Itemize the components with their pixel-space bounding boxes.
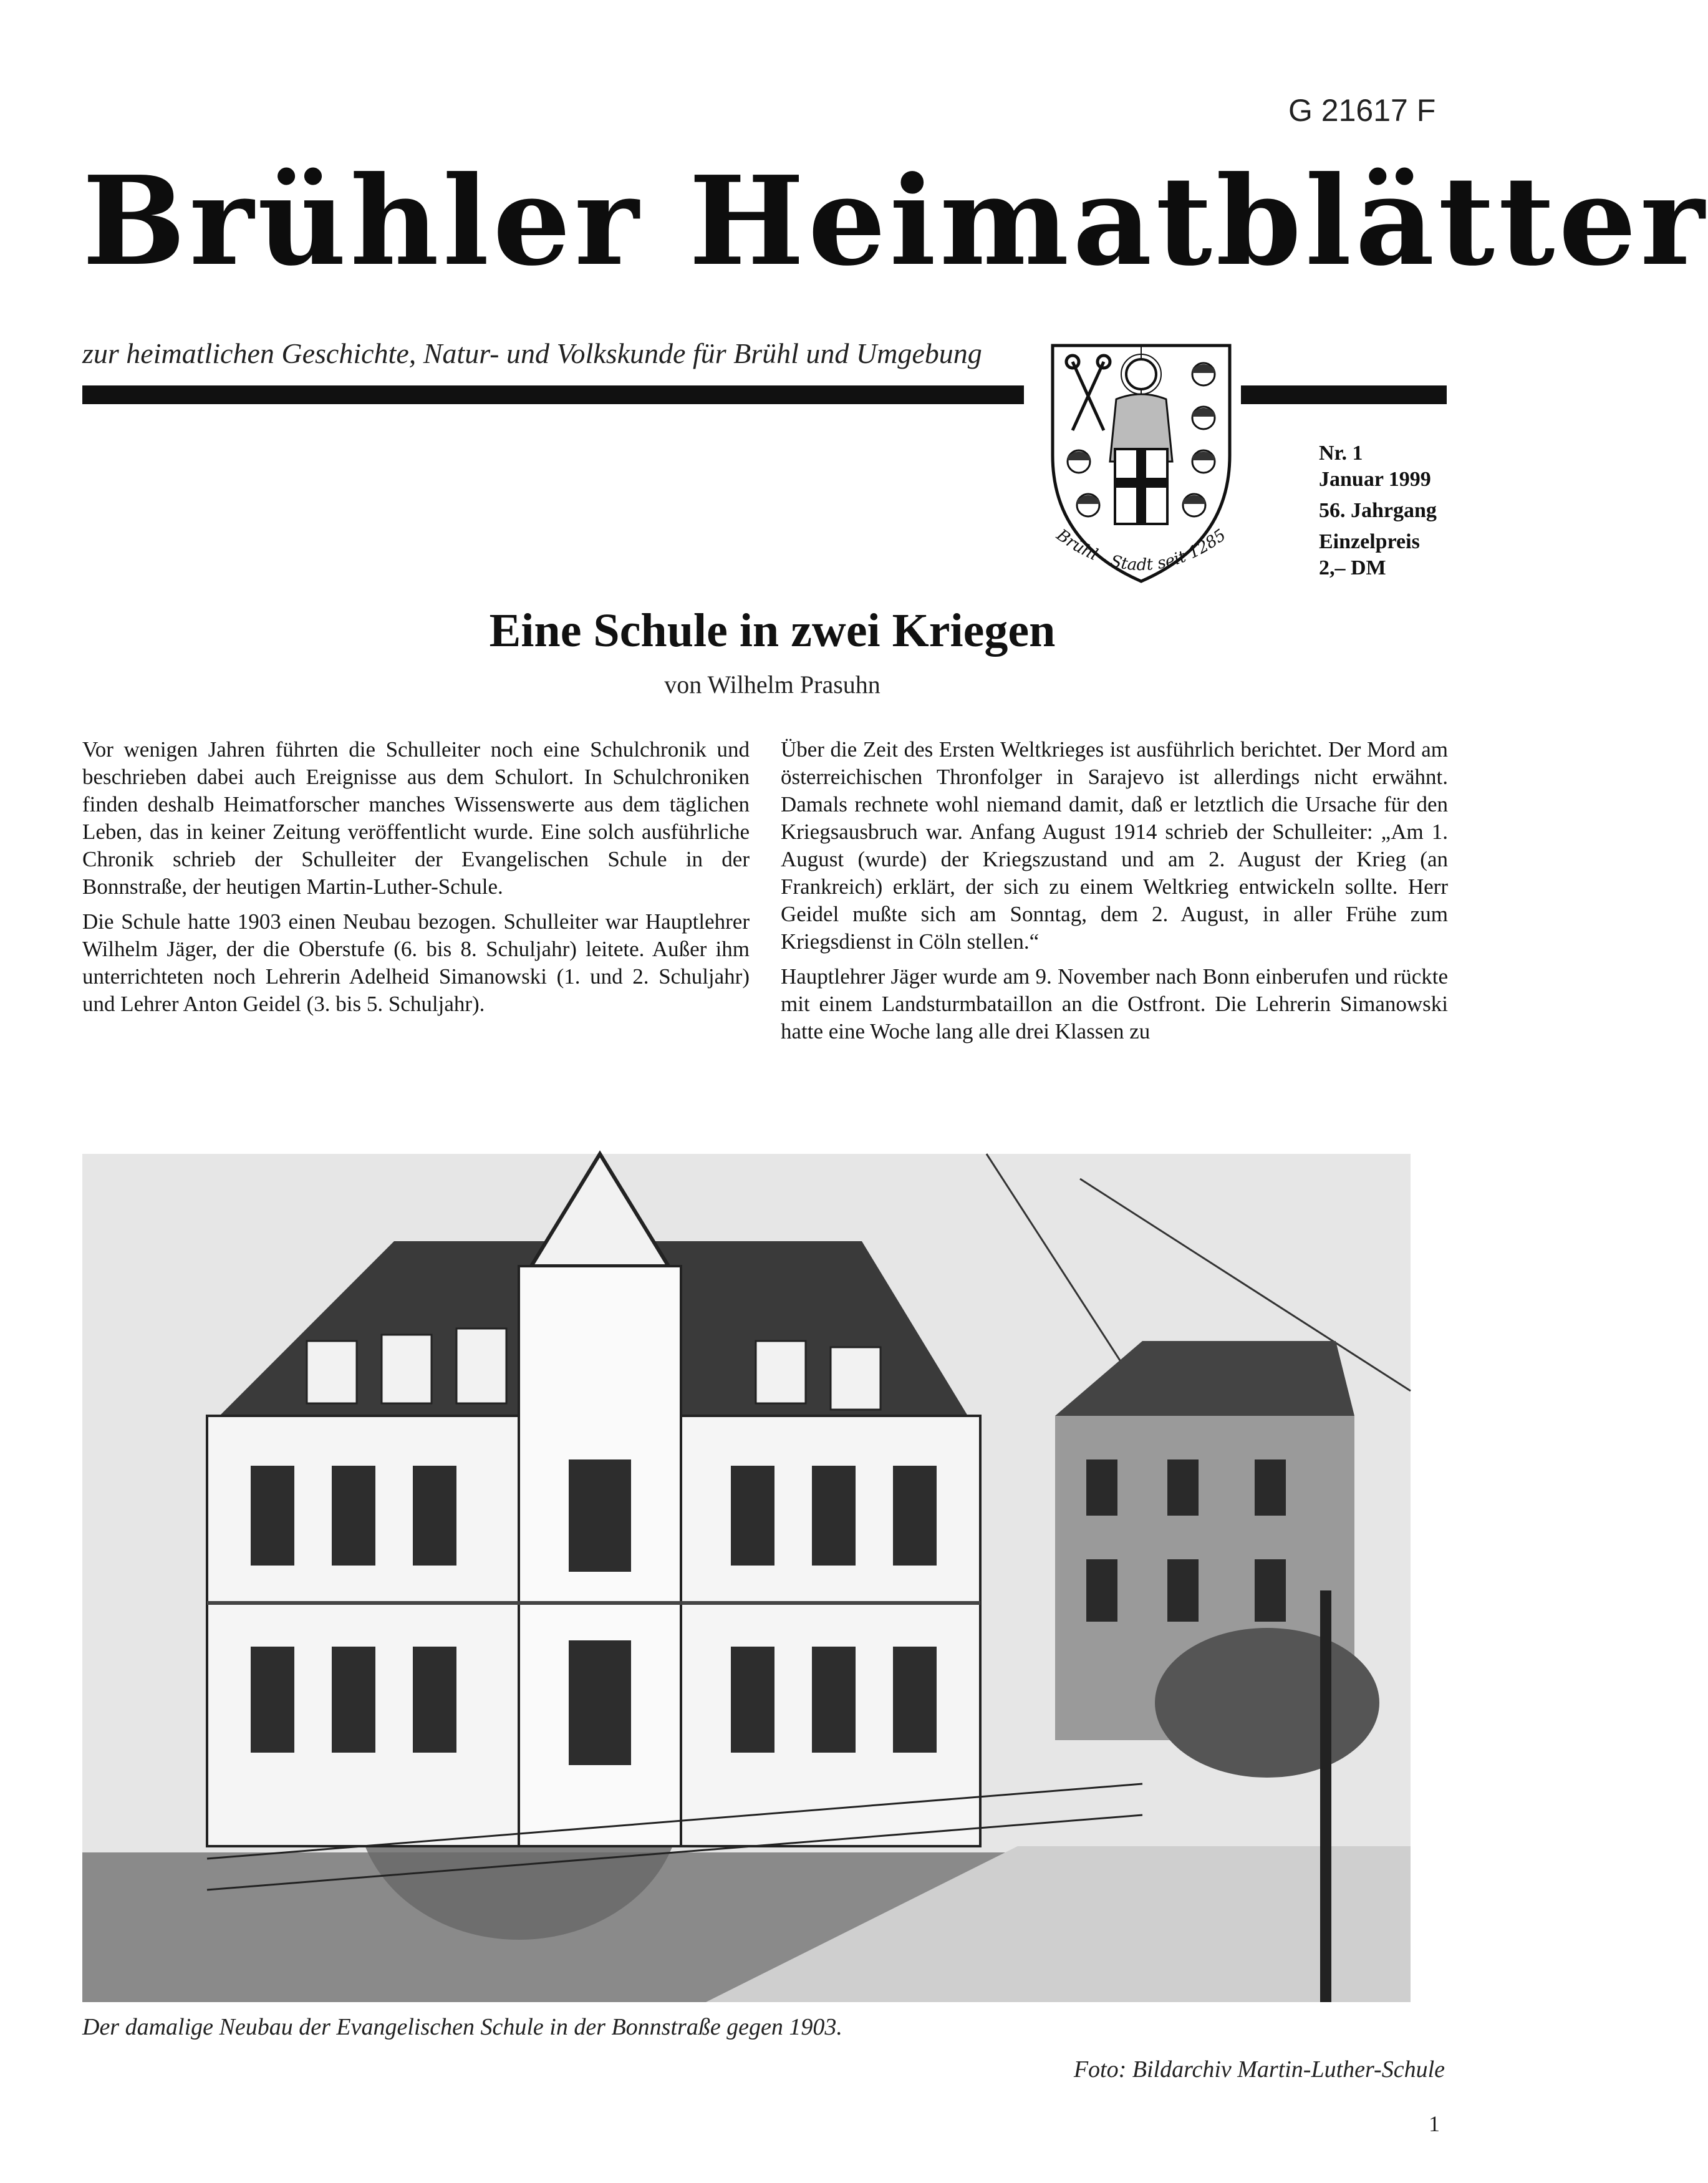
article-byline: von Wilhelm Prasuhn: [664, 670, 881, 699]
paragraph: Die Schule hatte 1903 einen Neubau bezogen. Schulleiter war Hauptlehrer Wilhelm Jäger, der die Oberstufe (6. bis 8. Schuljahr) leitete. Außer ihm unterrichteten noch Lehrerin Adelheid Simanowski (1. und 2. Schuljahr) und Lehrer Anton Geidel (3. bis 5. Schuljahr).: [82, 909, 750, 1016]
price-label: Einzelpreis: [1319, 530, 1420, 553]
masthead-title: Brühler Heimatblätter: [82, 150, 1708, 293]
page-number: 1: [1429, 2111, 1440, 2136]
header-rule-left: [82, 385, 1024, 404]
paragraph: Hauptlehrer Jäger wurde am 9. November nach Bonn einberufen und rückte mit einem Landsturmbataillon an die Ostfront. Die Lehrerin Simanowski hatte eine Woche lang alle drei Klassen zu: [781, 964, 1448, 1043]
masthead-subtitle: zur heimatlichen Geschichte, Natur- und Volkskunde für Brühl und Umgebung: [82, 337, 982, 369]
issue-volume: 56. Jahrgang: [1319, 499, 1437, 522]
article-column-left: [82, 736, 750, 1025]
city-crest-logo: [1035, 337, 1247, 605]
photo-caption: Der damalige Neubau der Evangelischen Schule in der Bonnstraße gegen 1903.: [82, 2014, 842, 2040]
article-title: Eine Schule in zwei Kriegen: [489, 604, 1056, 657]
price-value: 2,– DM: [1319, 556, 1386, 579]
article-column-right: [781, 736, 1448, 1053]
issue-date: Januar 1999: [1319, 468, 1431, 491]
publication-code: G 21617 F: [1288, 93, 1436, 128]
photo-credit: Foto: Bildarchiv Martin-Luther-Schule: [1073, 2056, 1445, 2083]
school-building-photo: [82, 1154, 1411, 2002]
crest-motto: Brühl - Stadt seit 1285: [1053, 525, 1230, 575]
paragraph: Vor wenigen Jahren führten die Schulleiter noch eine Schulchronik und beschrieben dabei auch Ereignisse aus dem Schulort. In Schulchroniken finden deshalb Heimatforscher manches Wissenswerte aus dem täglichen Leben, das in keiner Zeitung veröffentlicht wurde. Eine solch ausführliche Chronik schrieb der Schulleiter der Evangelischen Schule in der Bonnstraße, der heutigen Martin-Luther-Schule.: [82, 737, 750, 899]
issue-info: [1319, 440, 1437, 581]
header-rule-right: [1241, 385, 1447, 404]
paragraph: Über die Zeit des Ersten Weltkrieges ist ausführlich berichtet. Der Mord am österreichischen Thronfolger in Sarajevo ist allerdings nicht erwähnt. Damals rechnete wohl niemand damit, daß er letztlich die Ursache für den Kriegsausbruch war. Anfang August 1914 schrieb der Schulleiter: „Am 1. August (wurde) der Kriegszustand und am 2. August der Krieg (an Frankreich) erklärt, der sich zu einem Weltkrieg entwickeln sollte. Herr Geidel mußte sich am Sonntag, dem 2. August, in aller Frühe zum Kriegsdienst in Cöln stellen.“: [781, 737, 1448, 954]
issue-number: Nr. 1: [1319, 442, 1363, 465]
